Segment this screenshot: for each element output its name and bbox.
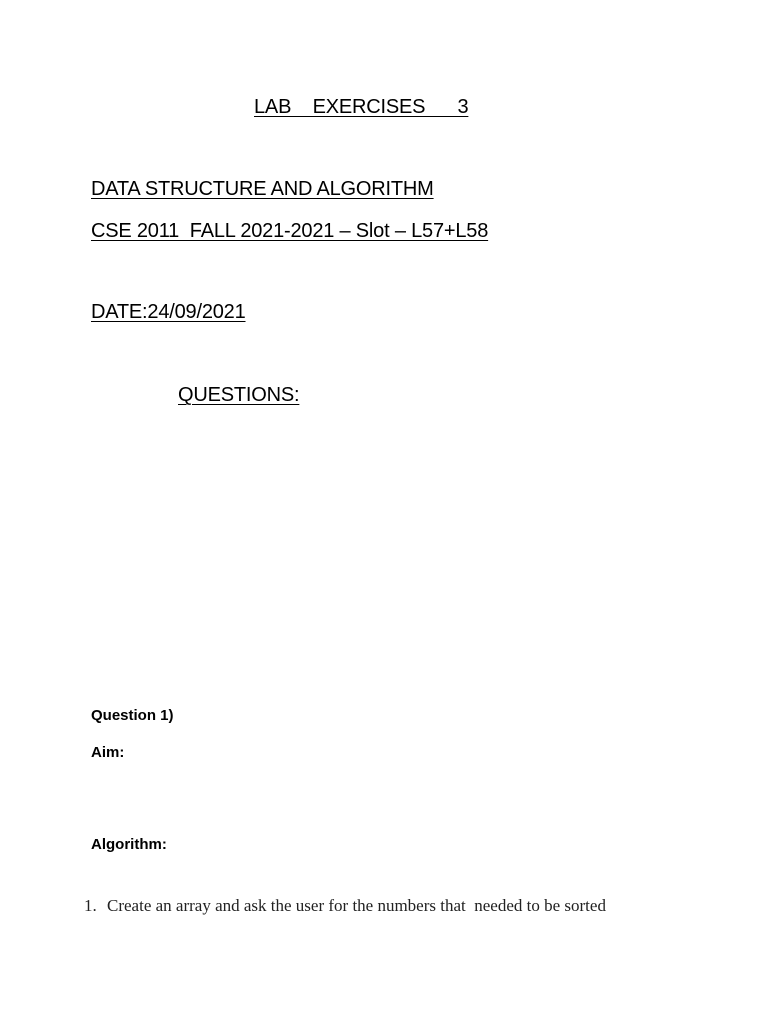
question-label: Question 1) bbox=[91, 707, 174, 724]
questions-heading: QUESTIONS: bbox=[178, 384, 300, 406]
step-text: Create an array and ask the user for the numbers that needed to be sorted bbox=[107, 896, 606, 915]
algorithm-step bbox=[67, 876, 606, 936]
course-code: CSE 2011 FALL 2021-2021 – Slot – L57+L58 bbox=[91, 220, 489, 242]
date-line: DATE:24/09/2021 bbox=[91, 301, 246, 323]
algorithm-label: Algorithm: bbox=[91, 836, 167, 853]
aim-label: Aim: bbox=[91, 744, 125, 761]
step-number: 1. bbox=[84, 896, 97, 915]
course-name: DATA STRUCTURE AND ALGORITHM bbox=[91, 178, 434, 200]
lab-title: LAB EXERCISES 3 bbox=[254, 96, 469, 118]
